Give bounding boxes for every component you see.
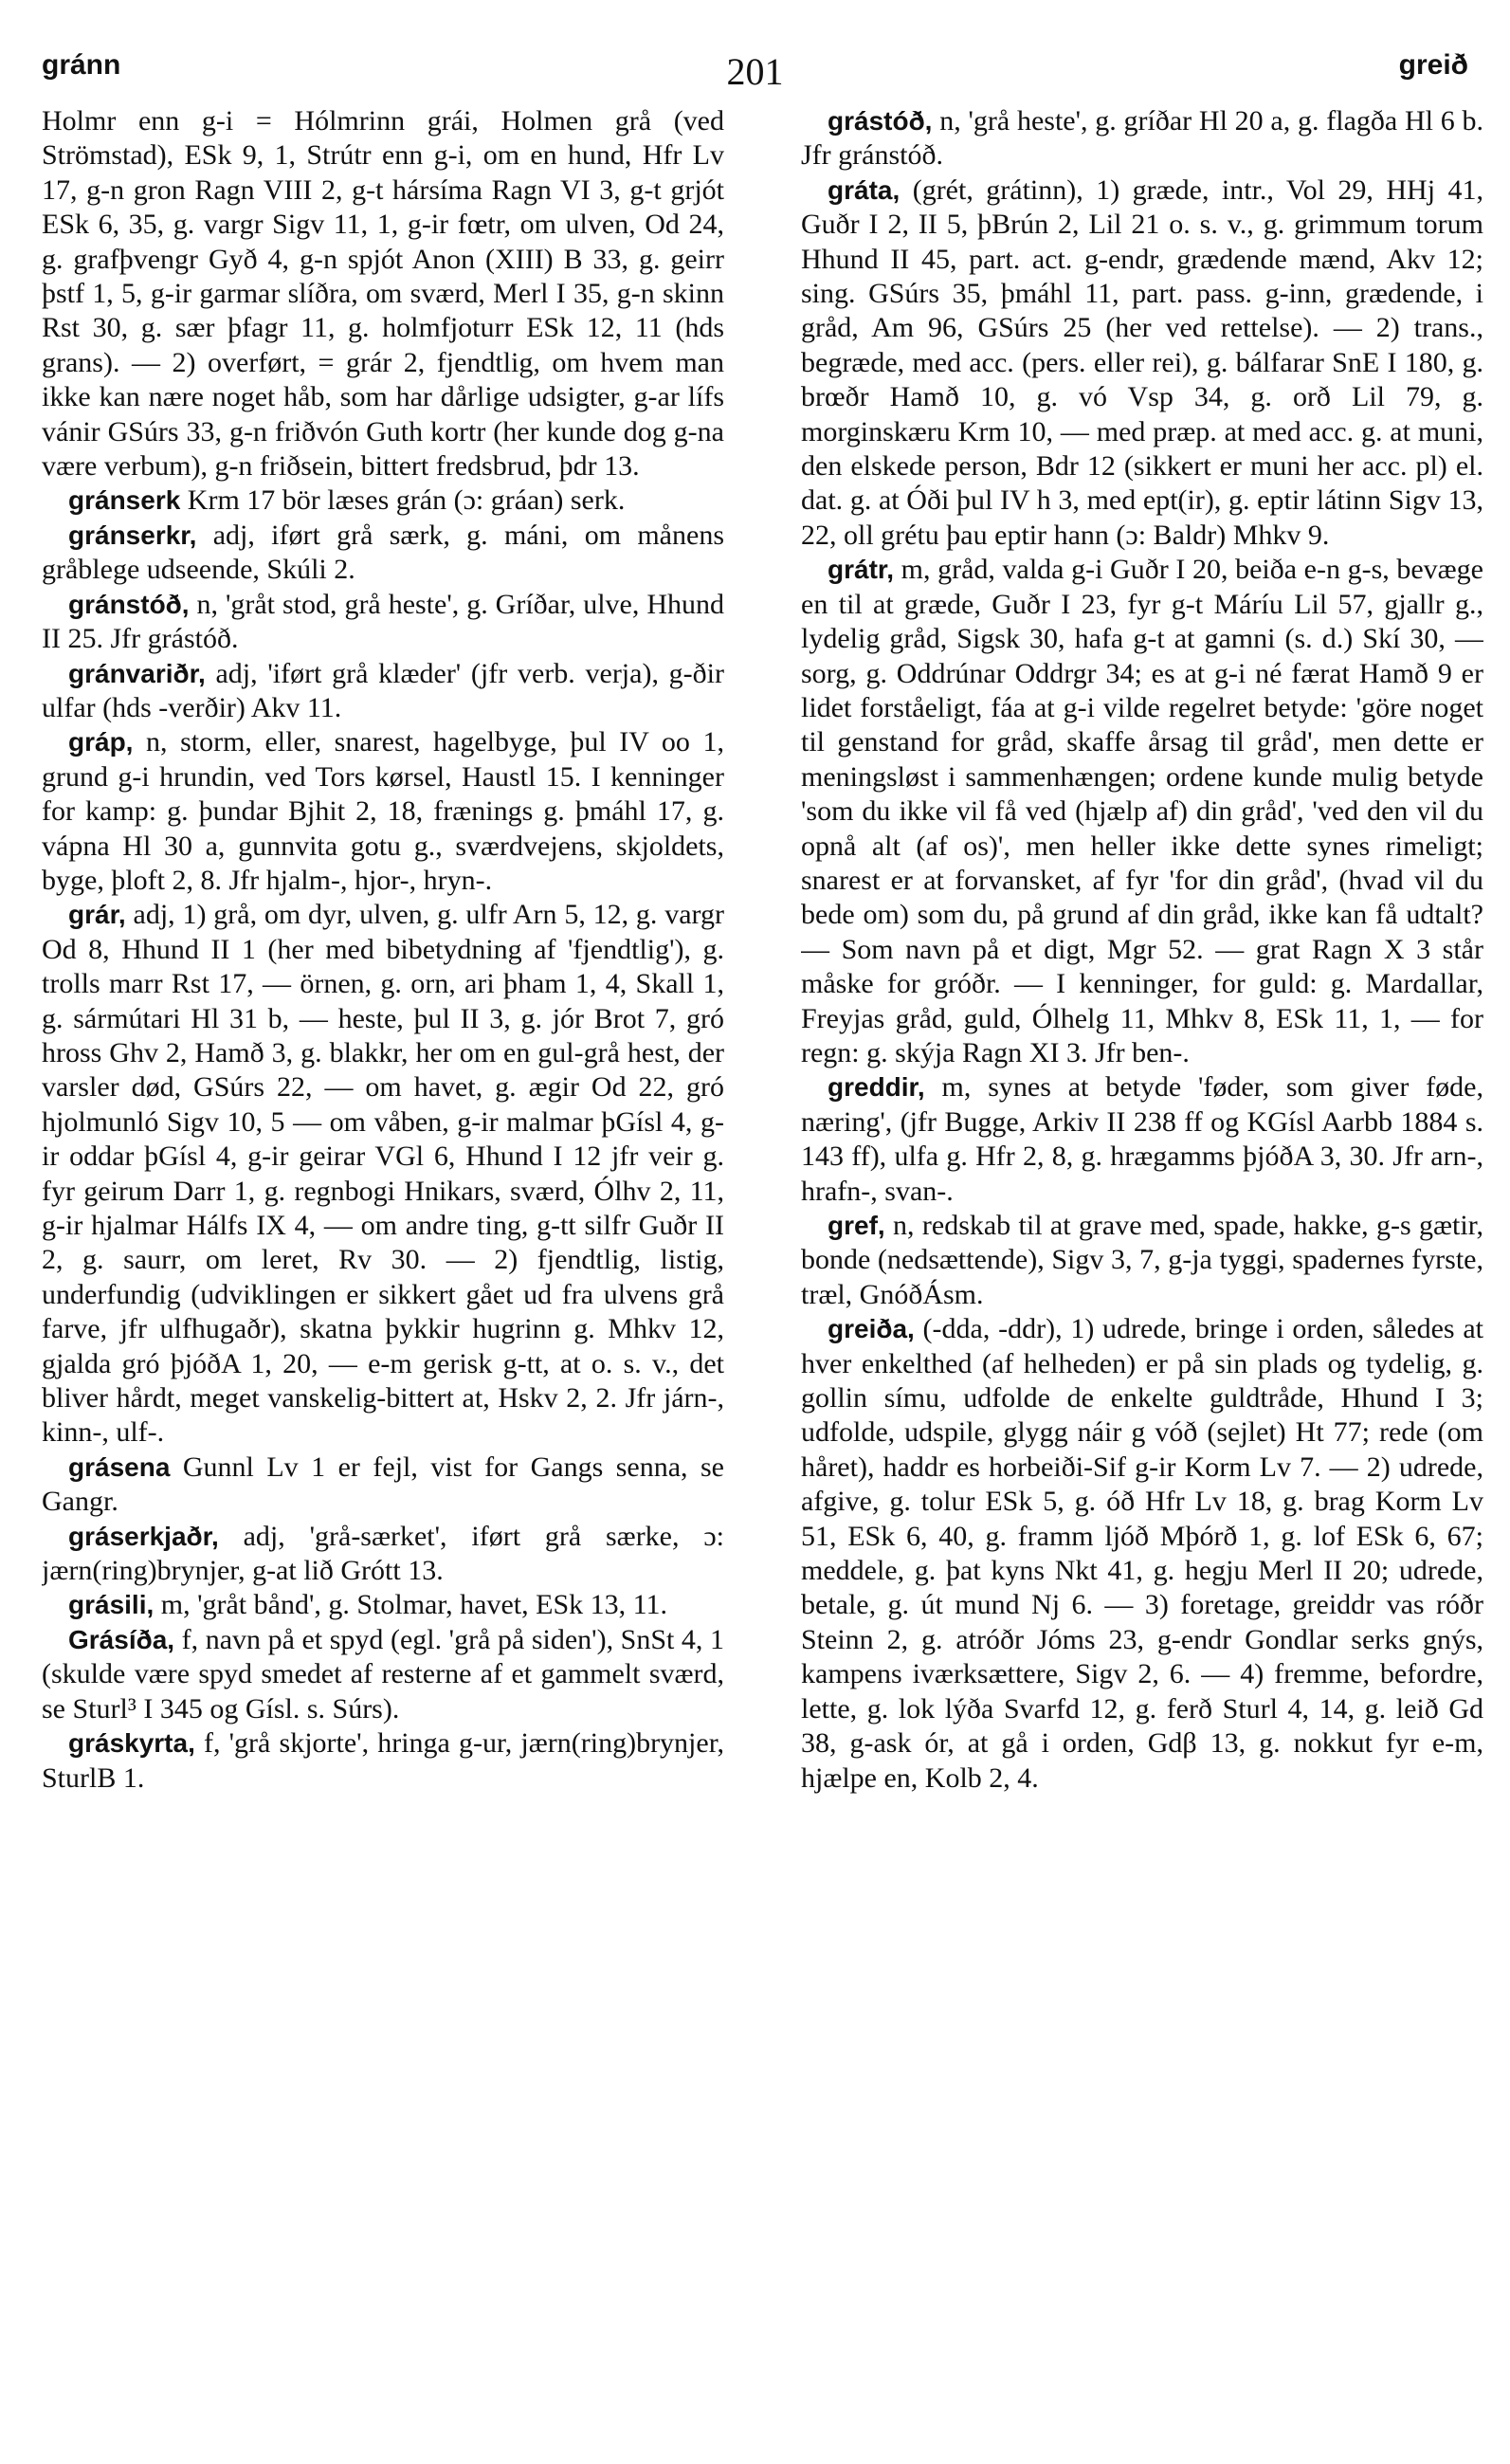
entry-headword: gráta, (828, 174, 901, 205)
entry-headword: gref, (828, 1211, 885, 1240)
dictionary-entry (801, 173, 1483, 553)
entry-headword: grástóð, (828, 106, 933, 136)
entry-text: n, storm, eller, snarest, hagelbyge, þul IV oo 1, grund g-i hrundin, ved Tors kørsel, Haustl 15. I kenninger for kamp: g. þundar Bjhit 2, 18, frænings g. þmáhl 17, g. vápna Hl 30 a, gunnvita gotu g., sværdvejens, skjoldets, byge, þloft 2, 8. Jfr hjalm-, hjor-, hryn-. (42, 726, 724, 896)
entry-headword: grásili, (68, 1590, 155, 1620)
right-column (801, 104, 1483, 2446)
entry-headword: greiða, (828, 1314, 915, 1344)
dictionary-entry (42, 1588, 724, 1622)
dictionary-entry (801, 1312, 1483, 1796)
entry-headword: gránserkr, (68, 520, 197, 550)
entry-text: n, redskab til at grave med, spade, hakke, g-s gætir, bonde (nedsættende), Sigv 3, 7, g-ja tyggi, spadernes fyrste, træl, GnóðÁsm. (801, 1210, 1483, 1310)
dictionary-entry (801, 104, 1483, 173)
dictionary-entry (42, 1451, 724, 1520)
dictionary-entry (42, 519, 724, 588)
entry-headword: gránvariðr, (68, 658, 206, 688)
running-head-left: gránn (42, 49, 121, 81)
dictionary-entry (801, 1070, 1483, 1209)
entry-text: (grét, grátinn), 1) græde, intr., Vol 29, HHj 41, Guðr I 2, II 5, þBrún 2, Lil 21 o. s. v., g. grimmum torum Hhund II 45, part. act. g-endr, grædende mænd, Akv 12; sing. GSúrs 35, þmáhl 11, part. pass. g-inn, grædende, i gråd, Am 96, GSúrs 25 (her ved rettelse). — 2) trans., begræde, med acc. (pers. eller rei), g. bálfarar SnE I 180, g. brœðr Hamð 10, g. vó Vsp 34, g. orð Lil 79, g. morginskæru Krm 10, — med præp. at med acc. g. at muni, den elskede person, Bdr 12 (sikkert er muni her acc. pl) el. dat. g. at Óði þul IV h 3, med ept(ir), g. eptir látinn Sigv 13, 22, oll grétu þau eptir hann (ɔ: Baldr) Mhkv 9. (801, 173, 1483, 551)
entry-text: adj, iført grå særk, g. máni, om månens gråblege udseende, Skúli 2. (42, 519, 724, 586)
entry-headword: gráserkjaðr, (68, 1521, 219, 1551)
dictionary-entry (42, 484, 724, 518)
entry-headword: gráp, (68, 727, 134, 757)
running-head-right: greið (1398, 49, 1468, 81)
entry-headword: greddir, (828, 1072, 925, 1103)
left-column (42, 104, 724, 2446)
dictionary-entry (42, 1623, 724, 1726)
entry-headword: gránserk (68, 485, 181, 516)
entry-text: m, 'gråt bånd', g. Stolmar, havet, ESk 13, 11. (154, 1589, 668, 1621)
entry-text: Gunnl Lv 1 er fejl, vist for Gangs senna, se Gangr. (42, 1451, 724, 1518)
dictionary-entry (42, 588, 724, 657)
dictionary-entry (801, 553, 1483, 1070)
entry-headword: grátr, (828, 555, 895, 585)
entry-text: n, 'grå heste', g. gríðar Hl 20 a, g. flagða Hl 6 b. Jfr gránstóð. (801, 105, 1483, 172)
entry-text: adj, 'iført grå klæder' (jfr verb. verja), g-ðir ulfar (hds -verðir) Akv 11. (42, 657, 724, 723)
entry-headword: Grásíða, (68, 1624, 175, 1654)
entry-text: f, navn på et spyd (egl. 'grå på siden'), SnSt 4, 1 (skulde være spyd smedet af resterne af et gammelt sværd, se Sturl³ I 345 og Gísl. s. Súrs). (42, 1623, 724, 1725)
entry-text: m, gråd, valda g-i Guðr I 20, beiða e-n g-s, bevæge en til at græde, Guðr I 23, fyr g-t Máríu Lil 57, gjallr g., lydelig gråd, Sigsk 30, hafa g-t at gamni (s. d.) Skí 30, — sorg, g. Oddrúnar Oddrgr 34; es at g-i né færat Hamð 9 er lidet forståeligt, fáa at g-i vilde regelret betyde: 'göre noget til genstand for gråd, skaffe årsag til gråd', men dette er meningsløst i sammenhængen; ordene kunde mulig betyde 'som du ikke vil få ved (hjælp af) din gråd', 'ved den vil du opnå alt (af os)', men heller ikke dette synes rimeligt; snarest er at forvansket, af fyr 'for din gråd', (hvad vil du bede om) som du, på grund af din gråd, ikke kan få udtalt? — Som navn på et digt, Mgr 52. — grat Ragn X 3 står måske for gróðr. — I kenninger, for guld: g. Mardallar, Freyjas gråd, guld, Ólhelg 11, Mhkv 8, ESk 11, 1, — for regn: g. skýja Ragn XI 3. Jfr ben-. (801, 554, 1483, 1068)
entry-text: Krm 17 bör læses grán (ɔ: gráan) serk. (180, 484, 626, 517)
dictionary-entry (801, 1209, 1483, 1312)
page-header (42, 49, 1468, 106)
dictionary-entry (42, 1726, 724, 1796)
page-number: 201 (726, 50, 784, 93)
entry-text: Holmr enn g-i = Hólmrinn grái, Holmen grå (ved Strömstad), ESk 9, 1, Strútr enn g-i, om en hund, Hfr Lv 17, g-n gron Ragn VIII 2, g-t hársíma Ragn VI 3, g-t grjót ESk 6, 35, g. vargr Sigv 11, 1, g-ir fœtr, om ulven, Od 24, g. grafþvengr Gyð 4, g-n spjót Anon (XIII) B 33, g. geirr þstf 1, 5, g-ir garmar slíðra, om sværd, Merl I 35, g-n skinn Rst 30, g. sær þfagr 11, g. holmfjoturr ESk 12, 11 (hds grans). — 2) overført, = grár 2, fjendtlig, om hvem man ikke kan nære noget håb, som har dårlige udsigter, g-ar lífs vánir GSúrs 33, g-n friðvón Guth kortr (her kunde dog g-na være verbum), g-n friðsein, bittert fredsbrud, þdr 13. (42, 105, 724, 483)
entry-text: (-dda, -ddr), 1) udrede, bringe i orden, således at hver enkelthed (af helheden) er på sin plads og tydelig, g. gollin símu, udfolde de enkelte guldtråde, Hhund I 3; udfolde, udspile, glygg náir g vóð (sejlet) Ht 77; rede (om håret), haddr es horbeiði-Sif g-ir Korm Lv 7. — 2) udrede, afgive, g. tolur ESk 5, g. óð Hfr Lv 18, g. brag Korm Lv 51, ESk 6, 40, g. framm ljóð Mþórð 1, g. lof ESk 6, 67; meddele, g. þat kyns Nkt 41, g. hegju Merl II 20; udrede, betale, g. út mund Nj 6. — 3) foretage, greiddr vas róðr Steinn 2, g. atróðr Jóms 23, g-endr Gondlar serks gnýs, kampens iværksættere, Sigv 2, 6. — 4) fremme, befordre, lette, g. lok lýða Svarfd 12, g. ferð Sturl 4, 14, g. leið Gd 38, g-ask ór, at gå i orden, Gdβ 13, g. nokkut fyr e-m, hjælpe en, Kolb 2, 4. (801, 1313, 1483, 1794)
entry-headword: gránstóð, (68, 589, 190, 619)
dictionary-entry (42, 657, 724, 726)
dictionary-entry (42, 104, 724, 484)
entry-text: adj, 1) grå, om dyr, ulven, g. ulfr Arn 5, 12, g. vargr Od 8, Hhund II 1 (her med bibetydning af 'fjendtlig'), g. trolls marr Rst 17, — örnen, g. orn, ari þham 1, 4, Skall 1, g. sármútari Hl 31 b, — heste, þul II 3, g. jór Brot 7, gró hross Ghv 2, Hamð 3, g. blakkr, her om en gul-grå hest, der varsler død, GSúrs 22, — om havet, g. ægir Od 22, gró hjolmunló Sigv 10, 5 — om våben, g-ir malmar þGísl 4, g-ir oddar þGísl 4, g-ir geirar VGl 6, Hhund I 12 jfr veir g. fyr geirum Darr 1, g. regnbogi Hnikars, sværd, Ólhv 2, 11, g-ir hjalmar Hálfs IX 4, — om andre ting, g-tt silfr Guðr II 2, g. saurr, om leret, Rv 30. — 2) fjendtlig, listig, underfundig (udviklingen er sikkert gået ud fra ulvens grå farve, jfr ulfhugaðr), skatna þykkir hugrinn g. Mhkv 12, gjalda gró þjóðA 1, 20, — e-m gerisk g-tt, at o. s. v., det bliver hårdt, meget vanskelig-bittert at, Hskv 2, 2. Jfr járn-, kinn-, ulf-. (42, 899, 724, 1449)
entry-text: n, 'gråt stod, grå heste', g. Gríðar, ulve, Hhund II 25. Jfr grástóð. (42, 588, 724, 655)
dictionary-entry (42, 898, 724, 1451)
entry-headword: grásena (68, 1451, 171, 1482)
entry-text: f, 'grå skjorte', hringa g-ur, jærn(ring)brynjer, SturlB 1. (42, 1727, 724, 1794)
entry-headword: gráskyrta, (68, 1728, 195, 1759)
dictionary-entry (42, 725, 724, 898)
entry-text: adj, 'grå-særket', iført grå særke, ɔ: jærn(ring)brynjer, g-at lið Grótt 13. (42, 1520, 724, 1587)
dictionary-entry (42, 1520, 724, 1589)
entry-text: m, synes at betyde 'føder, som giver føde, næring', (jfr Bugge, Arkiv II 238 ff og KGísl Aarbb 1884 s. 143 ff), ulfa g. Hfr 2, 8, g. hrægamms þjóðA 3, 30. Jfr arn-, hrafn-, svan-. (801, 1071, 1483, 1207)
entry-headword: grár, (68, 900, 126, 930)
